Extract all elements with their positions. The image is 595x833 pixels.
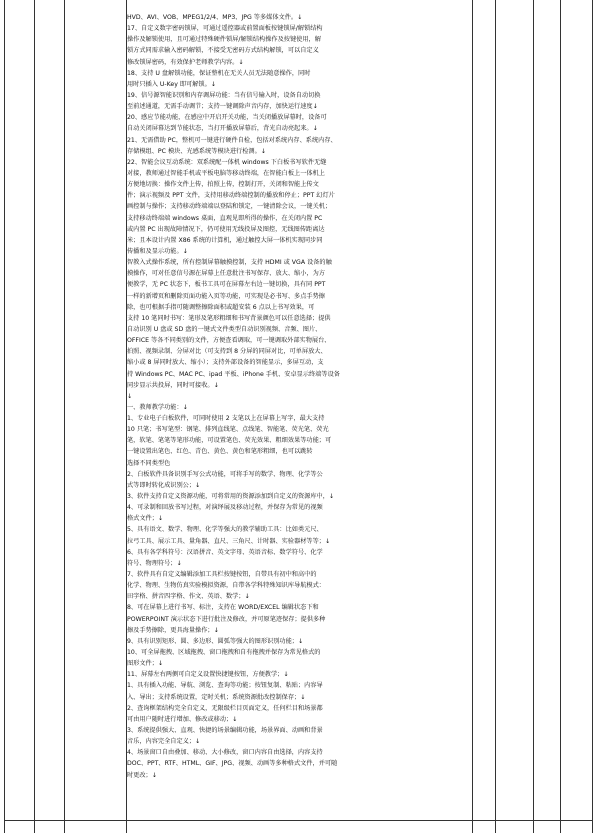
text-line: 时更改；↓ (127, 771, 157, 779)
text-line: 支持 10 笔同时书写：笔形及笔形粗细和书写背景颜色可以任意选择；提供 (127, 314, 331, 322)
text-line: 田字格、拼音四字格、作文、英语、数学；↓ (127, 593, 250, 601)
text-line: 擦及手势擦除，更具海量操作；↓ (127, 626, 219, 634)
text-line: 10 只笔；书写笔型：钢笔、排列直线笔、点线笔、智能笔、荧光笔、荧光 (127, 426, 329, 434)
text-line: 智教入式操作系统，所有控制屏幕触摸控制，支持 HDMI 或 VGA 设备的触 (127, 259, 332, 267)
text-line: 锁方式同需求输入密码解锁，不接受无密码方式结构解锁，可以自定义 (127, 47, 319, 55)
text-line: 方便地切换：操作文件上传，拍照上传，控制打开，关闭和智能上传文 (127, 181, 319, 189)
text-line: 20、感应节能功能，在感应中开启开关功能，当关闭播放屏幕时，设备可 (127, 114, 327, 122)
text-line: 3、软件支持自定义资源功能，可将常用的资源添加到自定义的资源库中，↓ (127, 493, 335, 501)
text-line: 5、具有语文、数学、物理、化学等强大的教学辅助工具：比如类元尺、 (127, 526, 323, 534)
text-line: 一、教师教学功能：↓ (127, 403, 188, 411)
text-line: 4、场景窗口自由叠加、移动、大小修改，窗口内容自由选择，内容支持 (127, 749, 323, 757)
text-line: 可由用户随时进行增加、修改或移动；↓ (127, 715, 238, 723)
column-divider-4 (472, 0, 473, 833)
column-divider-6 (533, 0, 534, 833)
text-line: 持 Windows PC、MAC PC、ipad 平板、iPhone 手机、安卓显示终端等设备 (127, 370, 340, 378)
text-line: 10、可全屏拖拽、区域拖拽、窗口拖拽和自有拖拽并保存为常见格式的 (127, 649, 321, 657)
text-line: 符号、物理符号；↓ (127, 559, 182, 567)
text-line: 17、自定义数字密码锁屏，可通过遥控器或前置面板按键锁屏/解锁结构 (127, 25, 323, 33)
text-line: 笔，软笔、笔笔等笔形功能，可设置笔色、荧光效果、粗细效果等功能；可 (127, 437, 332, 445)
table-border-right (592, 0, 593, 833)
text-line: 图形文件；↓ (127, 660, 164, 668)
text-line: 画控制与操作；支持移动终端端以登陆和锁定，一键清除会议，一键关机； (127, 203, 332, 211)
text-line: 7、软件具有自定义编辑添加工具栏按键按钮，自带具有初中和高中的 (127, 571, 317, 579)
column-divider-2 (64, 0, 65, 833)
text-line: 用时只插入 U-Key 即可解锁。↓ (127, 80, 216, 88)
text-line: 3、系统提供强大、直观、快捷的场景编辑功能，场景界面、动画和背景 (127, 727, 323, 734)
text-line: 存储模组、PC 模块、光感系统等模块进行检测。↓ (127, 147, 266, 155)
text-line: 2、白板软件具备识别手写公式功能，可将手写的数学、物理、化学等公 (127, 470, 323, 478)
text-line: 自动识别 U 盘或 SD 盘的一键式文件类型自动识别视频、音频、图片、 (127, 325, 322, 333)
text-line: 至前述通道，无需手动调节；支持一键调除声音内存，加快运行速度↓ (127, 103, 318, 111)
text-line: 传播和及显示功能。↓ (127, 247, 188, 255)
text-line: 2、查询框架结构完全自定义，无限级栏目页面定义，任何栏目和场景都 (127, 704, 323, 712)
text-line: 同步显示共投屏，同时可接收。↓ (127, 381, 219, 389)
text-line: 音乐，内容完全自定义；↓ (127, 738, 201, 746)
text-line: 21、无需借助 PC，整机可一键进行硬件自检，包括对系统内存、系统内存、 (127, 136, 337, 144)
column-divider-1 (34, 0, 35, 833)
text-line: 缩小或 8 屏同时放大、缩小）；支持外部设备的智能显示，多屏互动，支 (127, 359, 324, 367)
text-line: 22、智能会议互动系统：双系统配一体机 windows 下白板书写软件无缝 (127, 158, 327, 166)
text-line: 便教学，无 PC 状态下，板书工具可在屏幕左右边一键切换，具有同 PPT (127, 281, 326, 289)
text-line: 一样的新增页和删除页面功能入页等功能，可实现是必书写、多点手势擦 (127, 292, 325, 300)
text-line: 拍照、视频录制、分屏对比（可支持到 8 分屏的同屏对比，可单屏放大、 (127, 348, 327, 356)
text-line: 式等即时转化成识别公；↓ (127, 481, 201, 489)
text-line: 1、专业电子白板软件，可同时使用 2 支笔以上在屏幕上写字，最大支持 (127, 415, 325, 423)
text-line: 米；且本设计内置 X86 系统的计算机，通过触控大屏一体机实现同步同 (127, 236, 323, 244)
text-line: POWERPOINT 演示状态下进行批注及修改，并可原笔迹保存；提供多种 (127, 615, 326, 623)
text-line: ↓ (127, 392, 133, 400)
text-line: 操作及解锁使用，且可通过特殊硬件锁屏/解锁结构操作及按键使用，解 (127, 36, 321, 44)
text-line: DOC、PPT、RTF、HTML、GIF、JPG、视频、动画等多种格式文件，并可随 (127, 760, 338, 768)
text-line: 摸操作，可对任意信号源在屏幕上任意批注书写保存、放大、缩小，为方 (127, 270, 325, 278)
text-line: 拉弓工具、展示工具、量角器、直尺、三角尺、计时器、实验器材等等；↓ (127, 537, 331, 545)
column-divider-7 (560, 0, 561, 833)
text-line: 支持移动终端端 windows 桌面，直观见即所得的操作，在关闭内置 PC (127, 214, 323, 222)
text-line: 件；演示视频及 PPT 文件，支持用移动终端控制的播放和停止；PPT 幻灯片 (127, 192, 335, 200)
text-line: 自动关闭屏幕达到节能状态，当打开播放屏幕后，背光自动亮起来。↓ (127, 125, 318, 133)
text-line: 11、屏幕左右两侧可自定义设置快捷键按钮，方便教学；↓ (127, 671, 289, 679)
text-line: 除，也可根据手指可随调整擦除面积或超安装 6 点以上书写效果，可 (127, 303, 315, 311)
text-line: 4、可录制和回放书写过程，对演绎展及移动过程，并保存为常见的视频 (127, 504, 323, 512)
text-line: HVD、AVI、VOB、MPEG1/2/4、MP3、JPG 等多媒体文件。↓ (127, 14, 303, 21)
column-divider-5 (495, 0, 496, 833)
text-line: 对接，教师通过智能手机或平板电脑等移动终端，在智能白板上一体机上 (127, 169, 325, 177)
text-line: 18、支持 U 盘解锁功能，保证整机在无关人员无法随意操作，同时 (127, 69, 311, 77)
row-divider-bottom (4, 820, 592, 821)
text-line: 选择不同类型色 (127, 459, 171, 467)
text-line: 9、具有识别矩形、圆、多边形、圆弧等强大的图形识别功能；↓ (127, 637, 304, 645)
text-line: 入、导出；支持系统设置，定时关机；系统资源批改控制保存；↓ (127, 693, 306, 701)
text-line: 1、具有插入功能、导航、浏览、查询等功能；按钮复制、粘贴；内容导 (127, 682, 323, 690)
text-line: 化学、物理、生物仿真实验模拟资源，自带各学科特殊知识库导航模式： (127, 582, 325, 590)
specification-cell (127, 12, 470, 817)
text-line: 8、可在屏幕上进行书写、标注，支持在 WORD/EXCEL 编辑状态下和 (127, 604, 319, 612)
text-line: 19、信号源智能识别和内存调屏功能：当有信号输入时，设备自动切换 (127, 91, 321, 99)
text-line: 格式文件；↓ (127, 515, 164, 523)
text-line: 或内置 PC 出现故障情况下，仍可使用无线投屏及图控，无线图传距离达 (127, 225, 325, 233)
table-border-left (4, 0, 5, 833)
text-line: OFFICE 等各不同类别的文件，方便查看调取，可一键调取外部实物展台、 (127, 337, 331, 345)
text-line: 一键设置出笔色、红色、青色、黄色、黄色和笔形粗细，也可以跳转 (127, 448, 313, 456)
text-line: 修改锁屏密码，有效保护老师教学内容。↓ (127, 58, 244, 66)
text-line: 6、具有各学科符号：汉语拼音、英文字母、英语音标、数学符号、化学 (127, 548, 323, 556)
